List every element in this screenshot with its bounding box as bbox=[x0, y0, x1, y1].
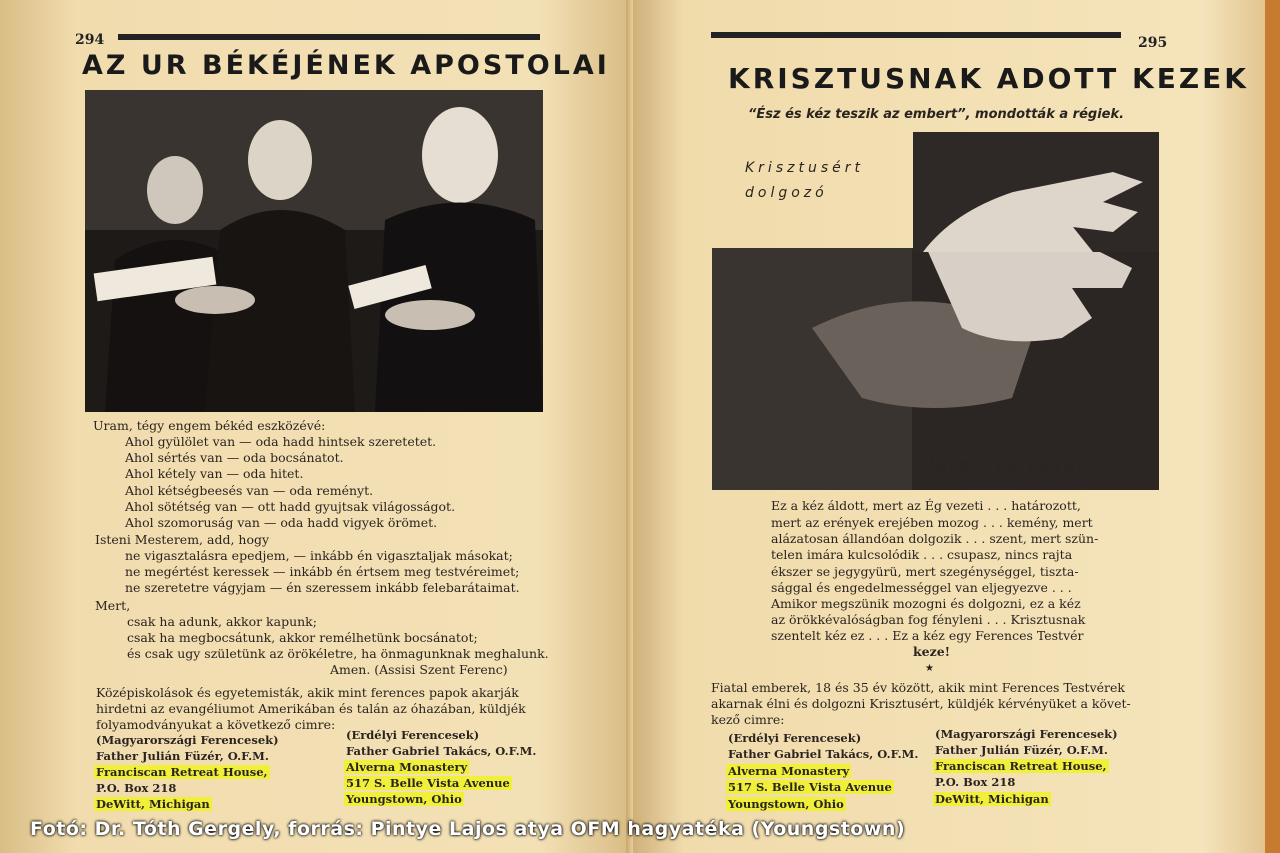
star-separator: ★ bbox=[925, 663, 934, 674]
address-name: Father Julián Füzér, O.F.M. bbox=[96, 749, 269, 763]
address-name: Father Julián Füzér, O.F.M. bbox=[935, 743, 1108, 757]
address-line: DeWitt, Michigan bbox=[96, 797, 210, 811]
address-heading: (Erdélyi Ferencesek) bbox=[346, 728, 480, 742]
body-line: telen imára kulcsolódik . . . csupasz, nincs rajta bbox=[771, 547, 1073, 562]
prayer-line: és csak ugy születünk az örökéletre, ha önmagunknak meghalunk. bbox=[127, 646, 549, 661]
address-line: 517 S. Belle Vista Avenue bbox=[728, 780, 892, 794]
address-name: Father Gabriel Takács, O.F.M. bbox=[346, 744, 537, 758]
address-line: Youngstown, Ohio bbox=[346, 792, 462, 806]
address-line: P.O. Box 218 bbox=[935, 775, 1016, 789]
body-line: Ez a kéz áldott, mert az Ég vezeti . . . határozott, bbox=[771, 498, 1081, 513]
body-line: sággal és engedelmességgel van eljegyezve . . . bbox=[771, 580, 1072, 595]
page-subtitle: “Ész és kéz teszik az embert”, mondották a régiek. bbox=[748, 107, 1125, 122]
right-page bbox=[633, 0, 1265, 853]
photo-label: Krisztusért bbox=[745, 160, 864, 176]
prayer-line: csak ha adunk, akkor kapunk; bbox=[127, 614, 317, 629]
prayer-line: Ahol kétely van — oda hitet. bbox=[125, 466, 304, 481]
prayer-line: ne szeretetre vágyjam — én szeressem inkább felebarátaimat. bbox=[125, 580, 520, 595]
friars-reading-photo bbox=[85, 90, 543, 412]
photo-label: dolgozó bbox=[745, 185, 828, 201]
header-rule-right bbox=[711, 32, 1121, 38]
page-title-left: AZ UR BÉKÉJÉNEK APOSTOLAI bbox=[82, 50, 610, 81]
prayer-line: Ahol kétségbeesés van — oda reményt. bbox=[125, 483, 374, 498]
hands-photo-upper bbox=[913, 132, 1159, 252]
prayer-line: ne megértést keressek — inkább én értsem meg testvéreimet; bbox=[125, 564, 520, 579]
hands-photo bbox=[712, 248, 1159, 490]
prayer-line: Mert, bbox=[95, 598, 131, 613]
address-heading: (Magyarországi Ferencesek) bbox=[96, 733, 279, 747]
body-line: az örökkévalóságban fog fényleni . . . Krisztusnak bbox=[771, 612, 1086, 627]
paragraph-line: folyamodványukat a következő cimre: bbox=[96, 717, 336, 732]
body-line: Amikor megszünik mozogni és dolgozni, ez a kéz bbox=[771, 596, 1081, 611]
prayer-line: csak ha megbocsátunk, akkor remélhetünk bocsánatot; bbox=[127, 630, 478, 645]
address-heading: (Erdélyi Ferencesek) bbox=[728, 731, 862, 745]
page-number-left: 294 bbox=[75, 32, 105, 48]
prayer-line: Ahol szomoruság van — oda hadd vigyek örömet. bbox=[125, 515, 438, 530]
address-line: Franciscan Retreat House, bbox=[935, 759, 1107, 773]
address-line: Alverna Monastery bbox=[728, 764, 850, 778]
prayer-line: Ahol sértés van — oda bocsánatot. bbox=[125, 450, 344, 465]
address-line: Franciscan Retreat House, bbox=[96, 765, 268, 779]
address-line: 517 S. Belle Vista Avenue bbox=[346, 776, 510, 790]
prayer-line: Ahol gyülölet van — oda hadd hintsek szeretetet. bbox=[125, 434, 437, 449]
body-line: keze! bbox=[913, 644, 951, 659]
prayer-line: Uram, tégy engem békéd eszközévé: bbox=[93, 418, 326, 433]
left-page bbox=[0, 0, 633, 853]
body-line: alázatosan állandóan dolgozik . . . szent, mert szün- bbox=[771, 531, 1099, 546]
address-line: Youngstown, Ohio bbox=[728, 797, 844, 811]
prayer-line: ne vigasztalásra epedjem, — inkább én vigasztaljak másokat; bbox=[125, 548, 513, 563]
photo-label: ferences kezek. bbox=[928, 458, 1099, 474]
prayer-line: Isteni Mesterem, add, hogy bbox=[95, 532, 270, 547]
address-line: Alverna Monastery bbox=[346, 760, 468, 774]
address-line: P.O. Box 218 bbox=[96, 781, 177, 795]
paragraph-line: Középiskolások és egyetemisták, akik mint ferences papok akarják bbox=[96, 685, 519, 700]
page-title-right: KRISZTUSNAK ADOTT KEZEK bbox=[728, 62, 1249, 95]
body-line: ékszer se jegygyürü, mert szegénységgel, tiszta- bbox=[771, 564, 1079, 579]
body-line: szentelt kéz ez . . . Ez a kéz egy Ferences Testvér bbox=[771, 628, 1084, 643]
address-line: DeWitt, Michigan bbox=[935, 792, 1049, 806]
paragraph-line: akarnak élni és dolgozni Krisztusért, küldjék kérvényüket a követ- bbox=[711, 696, 1131, 711]
paragraph-line: kező cimre: bbox=[711, 712, 785, 727]
paragraph-line: hirdetni az evangéliumot Amerikában és talán az óhazában, küldjék bbox=[96, 701, 526, 716]
page-number-right: 295 bbox=[1138, 35, 1168, 51]
photo-credit-caption: Fotó: Dr. Tóth Gergely, forrás: Pintye Lajos atya OFM hagyatéka (Youngstown) bbox=[30, 818, 906, 840]
address-name: Father Gabriel Takács, O.F.M. bbox=[728, 747, 919, 761]
address-heading: (Magyarországi Ferencesek) bbox=[935, 727, 1118, 741]
prayer-line: Ahol sötétség van — ott hadd gyujtsak világosságot. bbox=[125, 499, 456, 514]
book-edge bbox=[1265, 0, 1280, 853]
prayer-signature: Amen. (Assisi Szent Ferenc) bbox=[330, 662, 508, 677]
body-line: mert az erények erejében mozog . . . kemény, mert bbox=[771, 515, 1093, 530]
paragraph-line: Fiatal emberek, 18 és 35 év között, akik mint Ferences Testvérek bbox=[711, 680, 1125, 695]
header-rule-left bbox=[118, 34, 540, 40]
